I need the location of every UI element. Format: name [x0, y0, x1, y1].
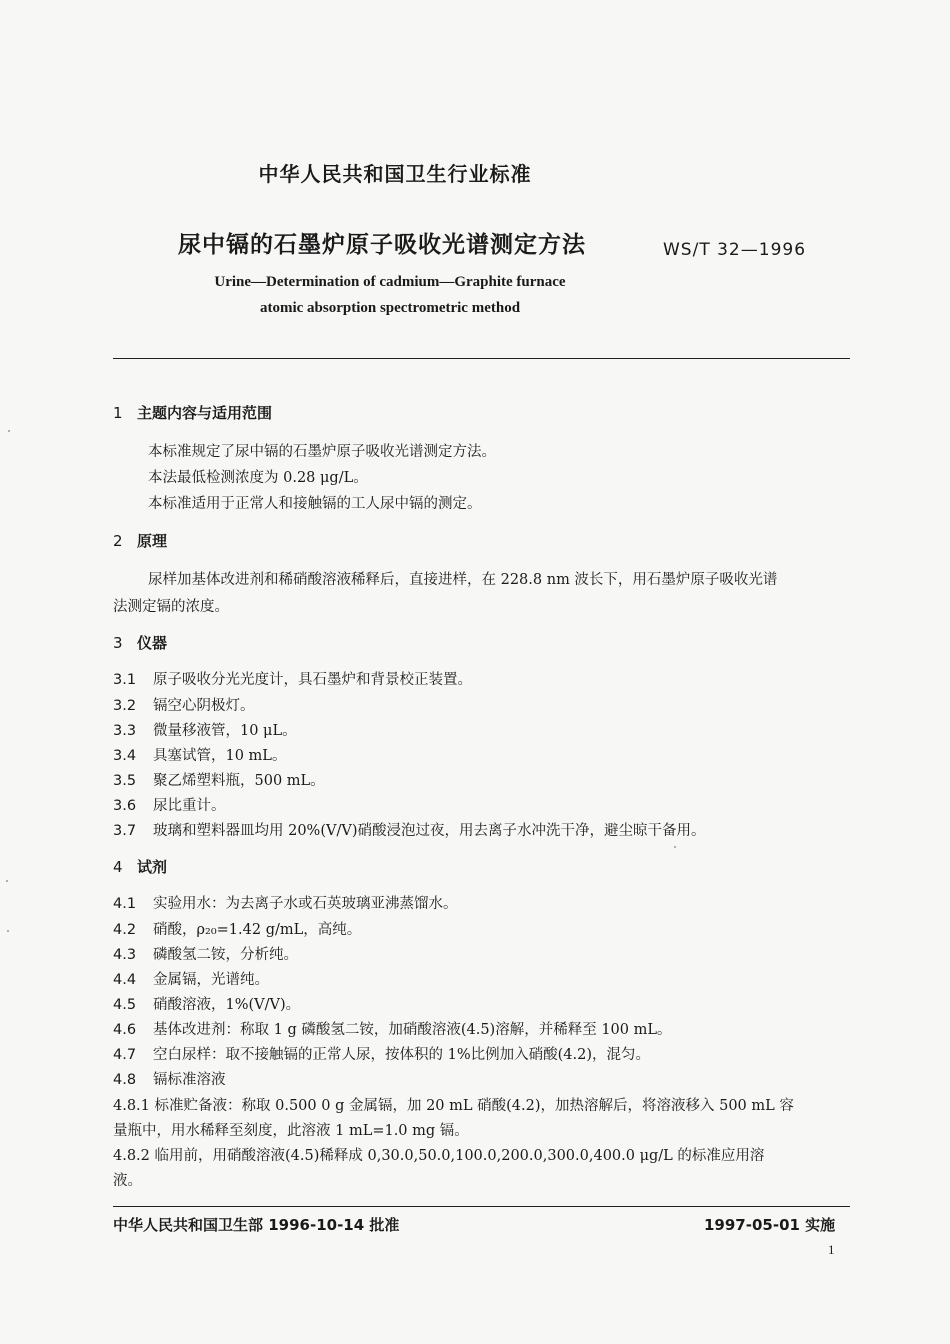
- section-number: 1: [113, 404, 123, 422]
- list-item: [113, 1018, 671, 1039]
- approval-date: 中华人民共和国卫生部 1996-10-14 批准: [113, 1216, 400, 1234]
- standard-category: 中华人民共和国卫生行业标准: [258, 162, 532, 186]
- scan-speck: [7, 930, 9, 932]
- section-title: 试剂: [137, 858, 168, 876]
- list-item: [113, 794, 226, 815]
- list-item: [113, 968, 269, 989]
- item-number: 3.7: [113, 823, 137, 839]
- section-number: 2: [113, 532, 123, 550]
- list-item: [113, 1068, 226, 1089]
- paragraph: 本法最低检测浓度为 0.28 μg/L。: [148, 470, 368, 486]
- item-number: 4.5: [113, 997, 137, 1013]
- header-divider: [113, 358, 850, 359]
- section-title: 主题内容与适用范围: [137, 404, 273, 422]
- section-4-heading: [113, 856, 167, 877]
- item-number: 4.7: [113, 1047, 137, 1063]
- list-item: [113, 1043, 650, 1064]
- item-number: 3.1: [113, 672, 137, 688]
- footer-divider: [113, 1206, 850, 1207]
- item-text: 镉标准溶液: [153, 1072, 226, 1088]
- item-text: 基体改进剂：称取 1 g 磷酸氢二铵，加硝酸溶液(4.5)溶解，并稀释至 100 mL。: [153, 1022, 672, 1038]
- standard-code: WS/T 32—1996: [663, 240, 807, 260]
- list-item: [113, 993, 300, 1014]
- section-2-heading: [113, 530, 167, 551]
- scan-speck: [6, 880, 8, 882]
- paragraph: 尿样加基体改进剂和稀硝酸溶液稀释后，直接进样，在 228.8 nm 波长下，用石墨炉原子吸收光谱: [148, 572, 778, 588]
- list-item: [113, 719, 297, 740]
- list-item: [113, 892, 458, 913]
- section-3-heading: [113, 632, 167, 653]
- item-number: 3.4: [113, 748, 137, 764]
- english-title-line-2: atomic absorption spectrometric method: [259, 300, 521, 316]
- list-item: [113, 943, 298, 964]
- list-item: [113, 668, 472, 689]
- item-number: 3.5: [113, 773, 137, 789]
- section-number: 4: [113, 858, 123, 876]
- english-title-line-1: Urine—Determination of cadmium—Graphite furnace: [214, 274, 566, 290]
- item-text: 空白尿样：取不接触镉的正常人尿，按体积的 1%比例加入硝酸(4.2)，混匀。: [153, 1047, 650, 1063]
- section-1-heading: [113, 402, 272, 423]
- item-number: 4.8: [113, 1072, 137, 1088]
- item-text: 金属镉，光谱纯。: [153, 972, 269, 988]
- scan-speck: [674, 846, 676, 848]
- item-text: 聚乙烯塑料瓶，500 mL。: [153, 773, 325, 789]
- item-text: 微量移液管，10 μL。: [153, 723, 297, 739]
- item-number: 3.2: [113, 698, 137, 714]
- item-text: 硝酸，ρ₂₀=1.42 g/mL，高纯。: [153, 922, 362, 938]
- section-title: 原理: [137, 532, 168, 550]
- subsection-4-8-2-line-2: 液。: [113, 1173, 142, 1189]
- item-text: 磷酸氢二铵，分析纯。: [153, 947, 298, 963]
- section-title: 仪器: [137, 634, 168, 652]
- item-text: 具塞试管，10 mL。: [153, 748, 287, 764]
- subsection-4-8-1-line-2: 量瓶中，用水稀释至刻度，此溶液 1 mL=1.0 mg 镉。: [113, 1123, 469, 1139]
- list-item: [113, 744, 286, 765]
- page-number: 1: [828, 1242, 835, 1257]
- item-text: 玻璃和塑料器皿均用 20%(V/V)硝酸浸泡过夜，用去离子水冲洗干净，避尘晾干备用。: [153, 823, 706, 839]
- item-text: 实验用水：为去离子水或石英玻璃亚沸蒸馏水。: [153, 896, 458, 912]
- item-text: 原子吸收分光光度计，具石墨炉和背景校正装置。: [153, 672, 472, 688]
- list-item: [113, 694, 255, 715]
- item-number: 4.6: [113, 1022, 137, 1038]
- list-item: [113, 819, 705, 840]
- item-number: 4.4: [113, 972, 137, 988]
- paragraph: 本标准规定了尿中镉的石墨炉原子吸收光谱测定方法。: [148, 444, 496, 460]
- item-text: 镉空心阴极灯。: [153, 698, 255, 714]
- list-item: [113, 918, 361, 939]
- implementation-date: 1997-05-01 实施: [704, 1216, 836, 1234]
- paragraph-continuation: 法测定镉的浓度。: [113, 599, 229, 615]
- list-item: [113, 769, 325, 790]
- subsection-4-8-2-line-1: 4.8.2 临用前，用硝酸溶液(4.5)稀释成 0,30.0,50.0,100.0,200.0,300.0,400.0 μg/L 的标准应用溶: [113, 1148, 765, 1164]
- section-number: 3: [113, 634, 123, 652]
- item-number: 4.1: [113, 896, 137, 912]
- item-number: 3.6: [113, 798, 137, 814]
- item-text: 硝酸溶液，1%(V/V)。: [153, 997, 301, 1013]
- scan-speck: [8, 430, 10, 432]
- item-number: 4.2: [113, 922, 137, 938]
- item-text: 尿比重计。: [153, 798, 226, 814]
- paragraph: 本标准适用于正常人和接触镉的工人尿中镉的测定。: [148, 496, 482, 512]
- item-number: 4.3: [113, 947, 137, 963]
- document-title: 尿中镉的石墨炉原子吸收光谱测定方法: [178, 231, 586, 258]
- item-number: 3.3: [113, 723, 137, 739]
- subsection-4-8-1-line-1: 4.8.1 标准贮备液：称取 0.500 0 g 金属镉，加 20 mL 硝酸(4.2)，加热溶解后，将溶液移入 500 mL 容: [113, 1098, 794, 1114]
